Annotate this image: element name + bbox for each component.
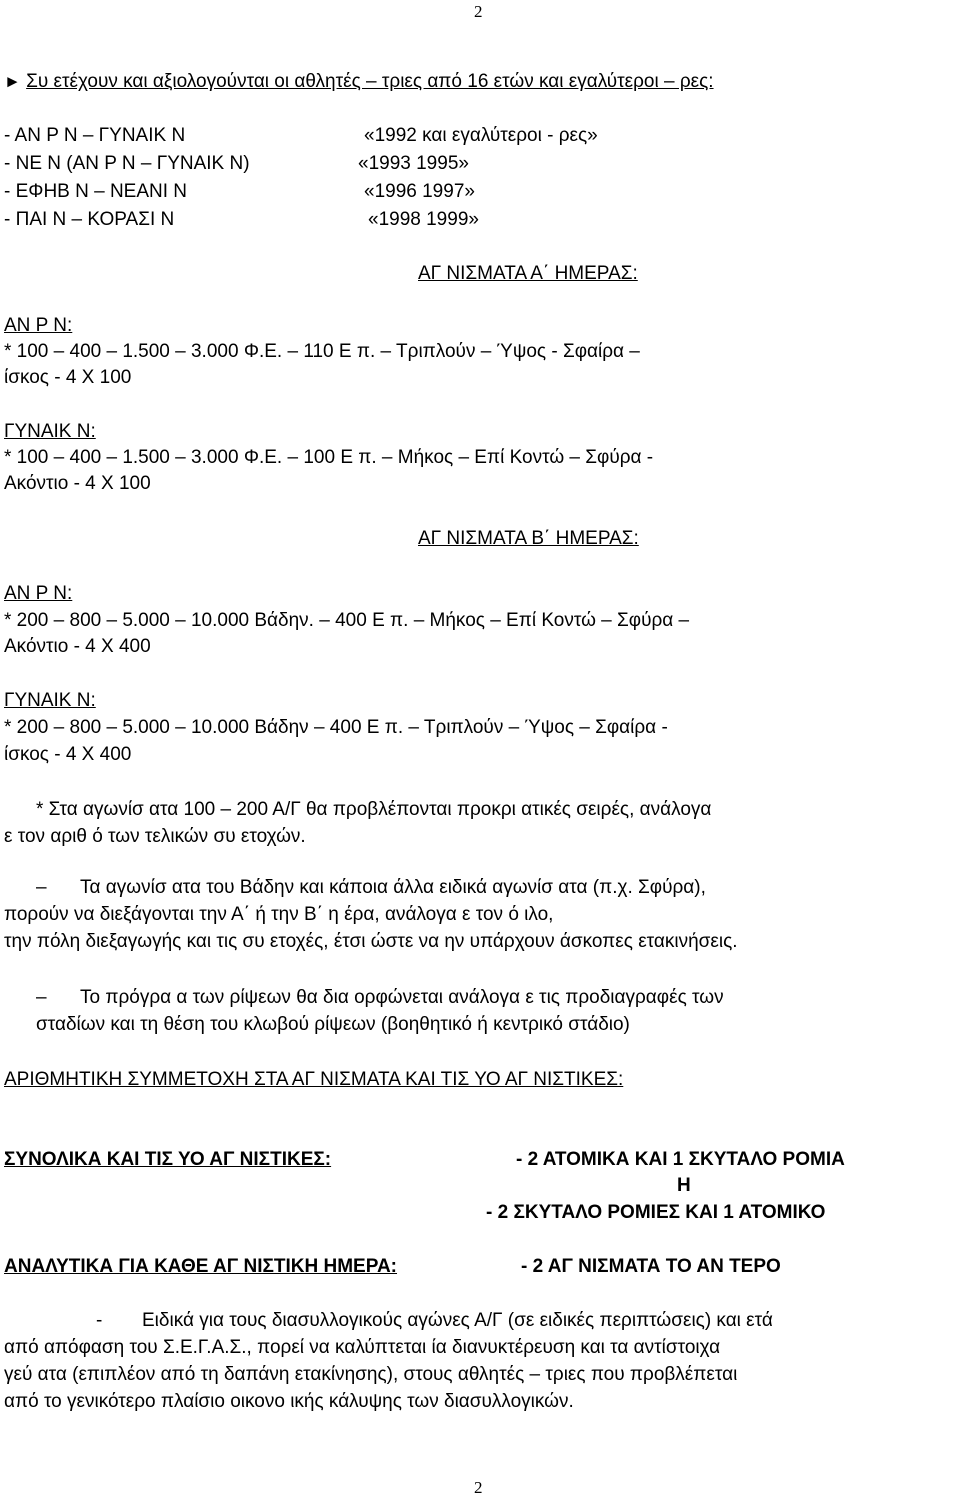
page-number-top: 2 bbox=[474, 2, 483, 21]
numeric-participation-heading: ΑΡΙΘΜΗΤΙΚΗ ΣΥΜΜΕΤΟΧΗ ΣΤΑ ΑΓ ΝΙΣΜΑΤΑ ΚΑΙ ΤΙΣ ΥΟ ΑΓ ΝΙΣΤΙΚΕΣ: bbox=[4, 1069, 624, 1090]
note-dash-bullet: – bbox=[36, 877, 47, 898]
note-heats: * Στα αγωνίσ ατα 100 – 200 Α/Γ θα προβλέπονται προκρι ατικές σειρές, ανάλογα bbox=[36, 799, 712, 820]
day-b-heading: ΑΓ ΝΙΣΜΑΤΑ Β΄ ΗΜΕΡΑΣ: bbox=[418, 528, 639, 549]
note-walk-events-cont: πορούν να διεξάγονται την Α΄ ή την Β΄ η έρα, ανάλογα ε τον ό ιλο, bbox=[4, 904, 554, 925]
daily-value: - 2 ΑΓ ΝΙΣΜΑΤΑ ΤΟ ΑΝ ΤΕΡΟ bbox=[521, 1256, 781, 1277]
category-name: - ΠΑΙ Ν – ΚΟΡΑΣΙ Ν bbox=[4, 209, 175, 230]
final-note-cont: από το γενικότερο πλαίσιο οικονο ικής κάλυψης των διασυλλογικών. bbox=[4, 1391, 574, 1412]
total-option-1: - 2 ΑΤΟΜΙΚΑ ΚΑΙ 1 ΣΚΥΤΑΛΟ ΡΟΜΙΑ bbox=[516, 1149, 845, 1170]
arrow-right-icon: ► bbox=[4, 72, 21, 91]
total-option-1-cont: Η bbox=[677, 1175, 691, 1196]
final-note-cont: από απόφαση του Σ.Ε.Γ.Α.Σ., πορεί να καλύπτεται ία διανυκτέρευση και τα αντίστοιχα bbox=[4, 1337, 721, 1358]
category-name: - ΑΝ Ρ Ν – ΓΥΝΑΙΚ Ν bbox=[4, 125, 186, 146]
total-label: ΣΥΝΟΛΙΚΑ ΚΑΙ ΤΙΣ ΥΟ ΑΓ ΝΙΣΤΙΚΕΣ: bbox=[4, 1149, 332, 1170]
day-a-men-events-cont: ίσκος - 4 Χ 100 bbox=[4, 367, 132, 388]
final-note-cont: γεύ ατα (επιπλέον από τη δαπάνη ετακίνησης), στους αθλητές – τριες που προβλέπεται bbox=[4, 1364, 738, 1385]
final-note: Ειδικά για τους διασυλλογικούς αγώνες Α/Γ (σε ειδικές περιπτώσεις) και ετά bbox=[142, 1310, 773, 1331]
note-walk-events: Τα αγωνίσ ατα του Βάδην και κάποια άλλα ειδικά αγωνίσ ατα (π.χ. Σφύρα), bbox=[80, 877, 706, 898]
intro-text: Συ ετέχουν και αξιολογούνται οι αθλητές – τριες από 16 ετών και εγαλύτεροι – ρες: bbox=[26, 71, 714, 92]
day-a-heading: ΑΓ ΝΙΣΜΑΤΑ Α΄ ΗΜΕΡΑΣ: bbox=[418, 263, 638, 284]
day-b-men-label: ΑΝ Ρ Ν: bbox=[4, 583, 73, 604]
day-b-women-events-cont: ίσκος - 4 Χ 400 bbox=[4, 744, 132, 765]
category-years: «1992 και εγαλύτεροι - ρες» bbox=[364, 125, 598, 146]
total-option-2: - 2 ΣΚΥΤΑΛΟ ΡΟΜΙΕΣ ΚΑΙ 1 ΑΤΟΜΙΚΟ bbox=[486, 1202, 826, 1223]
day-b-women-label: ΓΥΝΑΙΚ Ν: bbox=[4, 690, 96, 711]
day-a-women-label: ΓΥΝΑΙΚ Ν: bbox=[4, 421, 96, 442]
day-a-men-label: ΑΝ Ρ Ν: bbox=[4, 315, 73, 336]
intro-line bbox=[4, 70, 714, 94]
category-years: «1996 1997» bbox=[364, 181, 475, 202]
day-b-men-events: * 200 – 800 – 5.000 – 10.000 Βάδην. – 400 Ε π. – Μήκος – Επί Κοντώ – Σφύρα – bbox=[4, 610, 690, 631]
daily-label: ΑΝΑΛΥΤΙΚΑ ΓΙΑ ΚΑΘΕ ΑΓ ΝΙΣΤΙΚΗ ΗΜΕΡΑ: bbox=[4, 1256, 398, 1277]
category-name: - ΕΦΗΒ Ν – ΝΕΑΝΙ Ν bbox=[4, 181, 188, 202]
note-dash-bullet: – bbox=[36, 987, 47, 1008]
day-a-women-events: * 100 – 400 – 1.500 – 3.000 Φ.Ε. – 100 Ε π. – Μήκος – Επί Κοντώ – Σφύρα - bbox=[4, 447, 654, 468]
page-number-bottom: 2 bbox=[474, 1478, 483, 1497]
day-a-women-events-cont: Ακόντιο - 4 Χ 100 bbox=[4, 473, 151, 494]
final-dash-bullet: - bbox=[96, 1310, 103, 1331]
category-name: - ΝΕ Ν (ΑΝ Ρ Ν – ΓΥΝΑΙΚ Ν) bbox=[4, 153, 250, 174]
category-years: «1998 1999» bbox=[368, 209, 479, 230]
day-a-men-events: * 100 – 400 – 1.500 – 3.000 Φ.Ε. – 110 Ε π. – Τριπλούν – Ύψος - Σφαίρα – bbox=[4, 341, 640, 362]
day-b-women-events: * 200 – 800 – 5.000 – 10.000 Βάδην – 400 Ε π. – Τριπλούν – Ύψος – Σφαίρα - bbox=[4, 717, 668, 738]
category-years: «1993 1995» bbox=[358, 153, 469, 174]
note-walk-events-cont: την πόλη διεξαγωγής και τις συ ετοχές, έτσι ώστε να ην υπάρχουν άσκοπες ετακινήσεις. bbox=[4, 931, 738, 952]
note-throws: Το πρόγρα α των ρίψεων θα δια ορφώνεται ανάλογα ε τις προδιαγραφές των bbox=[80, 987, 724, 1008]
note-throws-cont: σταδίων και τη θέση του κλωβού ρίψεων (βοηθητικό ή κεντρικό στάδιο) bbox=[36, 1014, 630, 1035]
note-heats-cont: ε τον αριθ ό των τελικών συ ετοχών. bbox=[4, 826, 306, 847]
day-b-men-events-cont: Ακόντιο - 4 Χ 400 bbox=[4, 636, 151, 657]
